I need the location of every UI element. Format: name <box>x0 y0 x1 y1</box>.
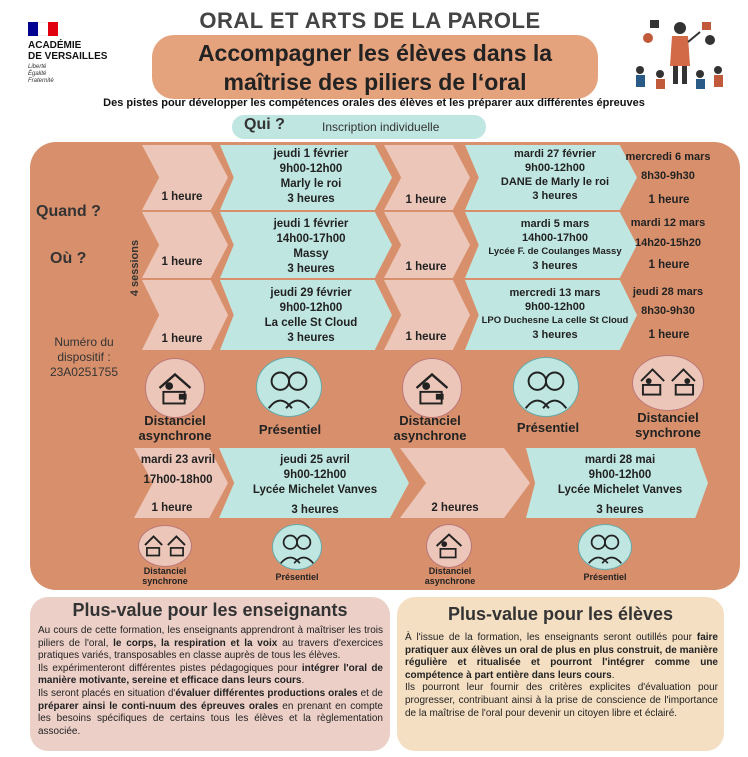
mode-5: Distanciel synchrone <box>635 410 701 440</box>
mode-2: Présentiel <box>258 422 322 437</box>
video-call-icon <box>632 355 704 411</box>
qui-label: Qui ? <box>244 116 285 133</box>
session-r2c4: mardi 5 mars 14h00-17h00 Lycée F. de Coulanges Massy 3 heures <box>488 218 622 272</box>
students-text: À l'issue de la formation, les enseignants seront outillés pour faire pratiquer aux élèves un oral de plus en plus construit, de manière régulière et ritualisée et pourront l'intégrer comme une compétence à part entière dans leurs cours. Ils pourront leur fournir des critères explicites d'évaluation pour progresser, contribuant ainsi à la prise de conscience de l'importance de la maîtrise de l'oral pour devenir un citoyen libre et éclairé. <box>405 632 718 719</box>
session-r2c5: mardi 12 mars 14h20-15h20 <box>630 217 706 249</box>
remote-work-icon <box>145 358 205 418</box>
mode-1: Distanciel asynchrone <box>138 413 212 443</box>
mode-3: Distanciel asynchrone <box>393 413 467 443</box>
academy-name-line-2: DE VERSAILLES <box>28 51 108 62</box>
session-r4c4: mardi 28 mai 9h00-12h00 Lycée Michelet Vanves 3 heures <box>557 454 683 516</box>
duration-r1c3: 1 heure <box>405 194 447 206</box>
duration-r2c1: 1 heure <box>161 256 203 268</box>
duration-r1c1: 1 heure <box>161 191 203 203</box>
duration-r3c5: 1 heure <box>648 329 690 341</box>
headline: Accompagner les élèves dans la maîtrise des piliers de l‘oral <box>152 35 598 99</box>
quand-label: Quand ? <box>36 203 101 220</box>
mode-4: Présentiel <box>516 420 580 435</box>
duration-r4c1: 1 heure <box>151 502 193 514</box>
session-r3c5: jeudi 28 mars 8h30-9h30 <box>632 286 704 317</box>
mode-8: Distanciel asynchrone <box>424 566 476 586</box>
face-to-face-icon <box>256 357 322 417</box>
duration-r3c3: 1 heure <box>405 331 447 343</box>
mode-6: Distanciel synchrone <box>142 566 188 586</box>
teachers-text: Au cours de cette formation, les enseignants apprendront à maîtriser les trois piliers de l'oral, le corps, la respiration et la voix au travers d'exercices pratiques variés, transposables en classe auprès de tous les élèves. Ils expérimenteront différentes pistes pédagogiques pour intégrer l'oral de manière motivante, sereine et efficace dans leurs cours. Ils seront placés en situation d'évaluer différentes productions orales et de préparer ainsi le conti-nuum des épreuves orales en prenant en compte les besoins spécifiques de certains tous les élèves et la règlementation associée. <box>38 625 383 737</box>
duration-r4c3: 2 heures <box>431 502 479 514</box>
video-call-icon <box>138 525 192 567</box>
students-title: Plus-value pour les élèves <box>447 604 674 624</box>
subtitle: Des pistes pour développer les compétences orales des élèves et les préparer aux différentes épreuves <box>103 97 645 109</box>
session-r4c1: mardi 23 avril 17h00-18h00 <box>140 454 216 486</box>
session-r3c2: jeudi 29 février 9h00-12h00 La celle St Cloud 3 heures <box>264 287 358 344</box>
remote-work-icon <box>402 358 462 418</box>
speaker-audience-illustration <box>630 18 730 96</box>
mode-9: Présentiel <box>583 572 627 582</box>
motto: Liberté Égalité Fraternité <box>28 64 54 84</box>
session-r1c5: mercredi 6 mars 8h30-9h30 <box>625 151 711 182</box>
duration-r3c1: 1 heure <box>161 333 203 345</box>
french-flag-icon <box>28 22 58 36</box>
page-title: ORAL ET ARTS DE LA PAROLE <box>199 8 541 33</box>
face-to-face-icon <box>578 524 632 570</box>
session-r2c2: jeudi 1 février 14h00-17h00 Massy 3 heures <box>273 218 349 275</box>
mode-7: Présentiel <box>275 572 319 582</box>
duration-r2c3: 1 heure <box>405 261 447 273</box>
face-to-face-icon <box>272 524 322 570</box>
sessions-label: 4 sessions <box>129 239 141 297</box>
teachers-title: Plus-value pour les enseignants <box>72 600 348 620</box>
session-r4c2: jeudi 25 avril 9h00-12h00 Lycée Michelet Vanves 3 heures <box>252 454 378 516</box>
session-r1c2: jeudi 1 février 9h00-12h00 Marly le roi 3 heures <box>273 148 349 205</box>
ou-label: Où ? <box>50 250 87 267</box>
dispositif-number: Numéro du dispositif : 23A0251755 <box>49 335 119 379</box>
duration-r1c5: 1 heure <box>648 194 690 206</box>
academy-name-line-1: ACADÉMIE <box>28 40 82 51</box>
session-r3c4: mercredi 13 mars 9h00-12h00 LPO Duchesne La celle St Cloud 3 heures <box>481 287 629 341</box>
face-to-face-icon <box>513 357 579 417</box>
duration-r2c5: 1 heure <box>648 259 690 271</box>
academy-logo <box>28 22 138 85</box>
session-r1c4: mardi 27 février 9h00-12h00 DANE de Marly le roi 3 heures <box>500 148 610 202</box>
qui-value: Inscription individuelle <box>322 120 440 134</box>
remote-work-icon <box>426 524 472 568</box>
